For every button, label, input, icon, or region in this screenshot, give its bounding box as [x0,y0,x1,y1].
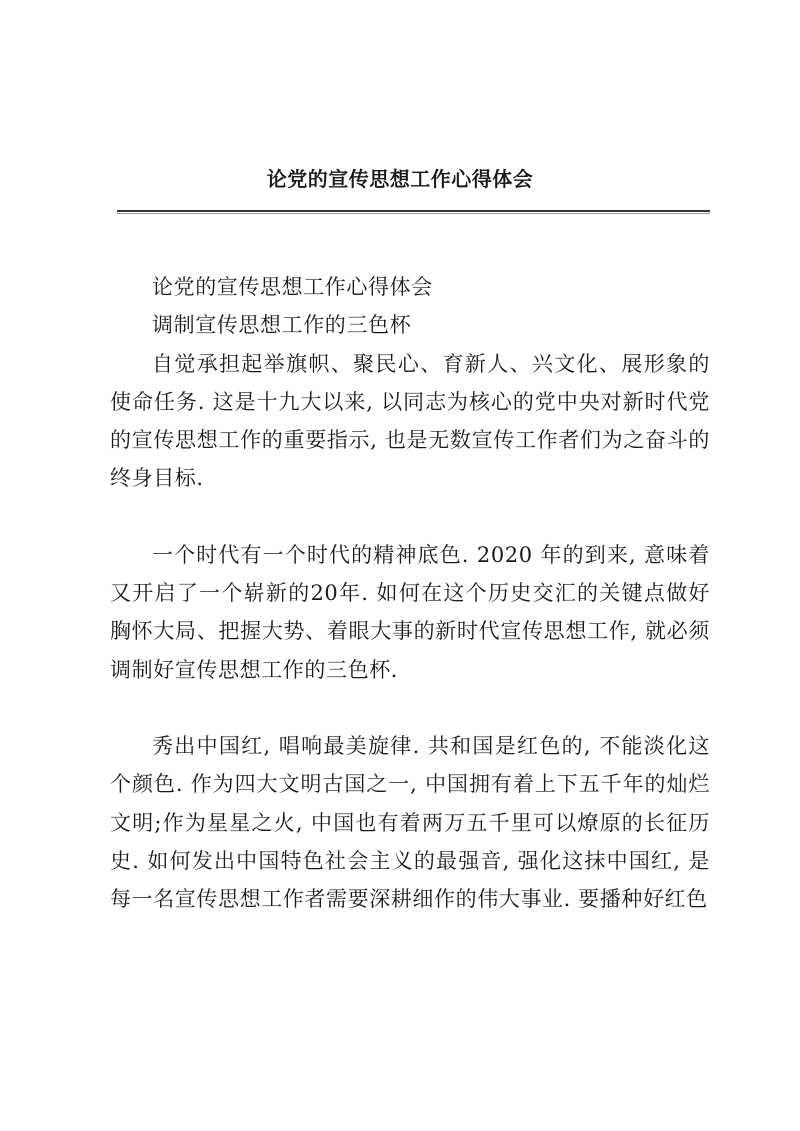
body-text [110,268,710,918]
paragraph-heading: 调制宣传思想工作的三色杯 [152,313,412,338]
paragraph-spacer [110,498,710,536]
paragraph-era: 一个时代有一个时代的精神底色. 2020 年的到来, 意味着又开启了一个崭新的20年. 如何在这个历史交汇的关键点做好胸怀大局、把握大势、着眼大事的新时代宣传思想工作, 就必须调制好宣传思想工作的三色杯. [110,542,710,682]
title-divider [117,210,710,214]
paragraph-subtitle: 论党的宣传思想工作心得体会 [152,275,433,299]
paragraph-china-red: 秀出中国红, 唱响最美旋律. 共和国是红色的, 不能淡化这个颜色. 作为四大文明古国之一, 中国拥有着上下五千年的灿烂文明;作为星星之火, 中国也有着两万五千里可以燎原的长征历史. 如何发出中国特色社会主义的最强音, 强化这抹中国红, 是每一名宣传思想工作者需要深耕细作的伟大事业. 要播种好红色 [110,733,710,912]
paragraph-intro: 自觉承担起举旗帜、聚民心、育新人、兴文化、展形象的使命任务. 这是十九大以来, 以同志为核心的党中央对新时代党的宣传思想工作的重要指示, 也是无数宣传工作者们为之奋斗的终身目标. [110,351,710,491]
page-title: 论党的宣传思想工作心得体会 [266,167,534,191]
paragraph-spacer [110,689,710,727]
